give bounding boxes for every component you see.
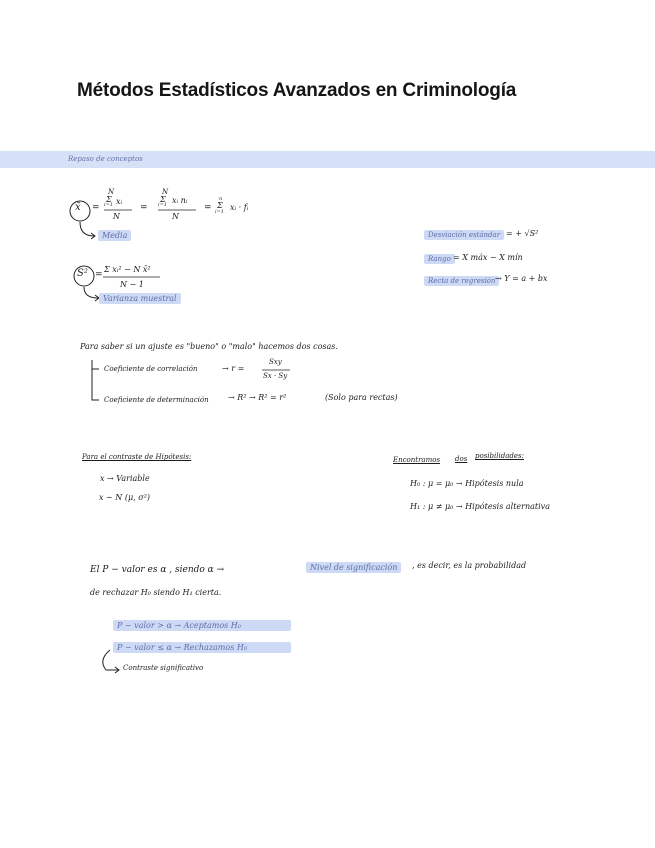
- h1-line: H₁ : μ ≠ μ₀ → Hipótesis alternativa: [410, 502, 550, 511]
- varianza-label: Varianza muestral: [99, 293, 181, 304]
- ajuste-item1-label: Coeficiente de correlación: [104, 365, 198, 373]
- media-eq-2: =: [140, 203, 148, 213]
- den-2: N: [172, 212, 179, 221]
- ajuste-item2-note: (Solo para rectas): [325, 393, 398, 402]
- pvalor-line1-a: El P − valor es α , siendo α →: [90, 565, 225, 575]
- sum-top-2: N: [162, 188, 169, 196]
- den-1: N: [113, 212, 120, 221]
- sum-sym-1: Σ: [106, 195, 112, 204]
- sum-bottom-2: i=1: [158, 202, 167, 208]
- varianza-numerator: Σ xᵢ² − N x̄²: [104, 265, 151, 274]
- media-eq-3: =: [204, 203, 212, 213]
- pvalor-line1-highlight: Nivel de significación: [306, 562, 401, 573]
- sum-bottom-3: i=1: [215, 209, 224, 215]
- right-heading-3: posibilidades:: [475, 452, 524, 460]
- sum-top-3: n: [219, 196, 223, 202]
- rango-label: Rango: [424, 254, 455, 264]
- desviacion-label: Desviación estándar: [424, 230, 504, 240]
- recta-formula: → Y = a + bx: [495, 274, 548, 283]
- recta-label: Recta de regresión: [424, 276, 499, 286]
- varianza-denominator: N − 1: [120, 280, 144, 289]
- sum-top-1: N: [108, 188, 115, 196]
- pvalor-line2: de rechazar H₀ siendo H₁ cierta.: [90, 588, 222, 597]
- term-1: xᵢ: [116, 197, 123, 206]
- term-2: xᵢ nᵢ: [172, 196, 188, 205]
- ajuste-bracket: [92, 360, 99, 400]
- sum-sym-2: Σ: [160, 195, 166, 204]
- rango-formula: = X máx − X mín: [453, 253, 523, 262]
- desviacion-formula: = + √S²: [506, 229, 539, 238]
- ajuste-item1-arrow: → r =: [222, 364, 245, 373]
- term-3: xᵢ · fᵢ: [230, 203, 249, 212]
- ajuste-intro: Para saber si un ajuste es "bueno" o "malo" hacemos dos cosas.: [80, 342, 338, 351]
- page-title: Métodos Estadísticos Avanzados en Criminología: [77, 80, 517, 101]
- right-heading-2: dos: [455, 455, 468, 463]
- varianza-symbol: S²: [77, 268, 88, 279]
- hipotesis-line1: x → Variable: [100, 474, 150, 483]
- sum-bottom-1: i=1: [104, 202, 113, 208]
- right-heading-1: Encontramos: [393, 456, 441, 464]
- hipotesis-line2: x ∼ N (μ, σ²): [99, 493, 151, 502]
- pvalor-rule2: P − valor ≤ α → Rechazamos H₀: [113, 642, 291, 653]
- pvalor-line1-b: , es decir, es la probabilidad: [412, 561, 527, 570]
- media-eq-1: =: [92, 203, 100, 213]
- ajuste-item2-label: Coeficiente de determinación: [104, 396, 209, 404]
- h0-line: H₀ : μ = μ₀ → Hipótesis nula: [410, 479, 524, 488]
- media-label: Media: [98, 230, 131, 241]
- ajuste-item2-formula: → R² → R² = r²: [228, 393, 287, 402]
- hipotesis-heading: Para el contraste de Hipótesis:: [82, 453, 192, 461]
- pvalor-rule1: P − valor > α → Aceptamos H₀: [113, 620, 291, 631]
- media-symbol: x̄: [75, 202, 81, 213]
- varianza-eq: =: [95, 270, 103, 280]
- ajuste-item1-num: Sxy: [269, 358, 282, 366]
- varianza-arrow: [84, 287, 98, 298]
- sum-sym-3: Σ: [217, 201, 223, 210]
- section-heading: Repaso de conceptos: [68, 155, 143, 163]
- pvalor-rule3: Contraste significativo: [123, 664, 204, 672]
- ajuste-item1-den: Sx · Sy: [263, 372, 288, 380]
